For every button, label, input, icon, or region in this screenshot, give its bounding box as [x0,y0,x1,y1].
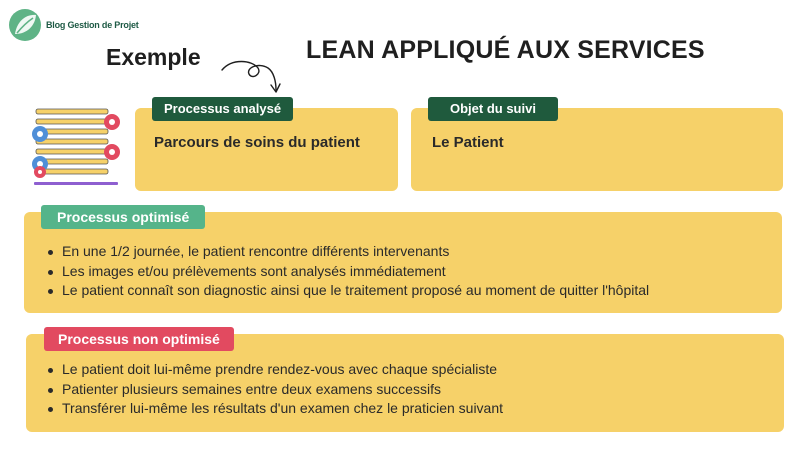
analysed-process-value: Parcours de soins du patient [154,134,360,151]
tracked-object-value: Le Patient [432,134,504,151]
list-item: En une 1/2 journée, le patient rencontre différents intervenants [44,242,649,262]
list-item: Patienter plusieurs semaines entre deux examens successifs [44,380,503,400]
process-gears-icon [28,106,126,190]
blog-logo [8,8,139,42]
analysed-process-label: Processus analysé [152,97,293,121]
list-item: Les images et/ou prélèvements sont analysés immédiatement [44,262,649,282]
leaf-logo-icon [8,8,42,42]
tracked-object-label: Objet du suivi [428,97,558,121]
logo-text: Blog Gestion de Projet [46,20,139,30]
page-title: LEAN APPLIQUÉ AUX SERVICES [306,36,705,64]
non-optimised-process-label: Processus non optimisé [44,327,234,351]
list-item: Le patient connaît son diagnostic ainsi que le traitement proposé au moment de quitter l'hôpital [44,281,649,301]
list-item: Transférer lui-même les résultats d'un examen chez le praticien suivant [44,399,503,419]
list-item: Le patient doit lui-même prendre rendez-vous avec chaque spécialiste [44,360,503,380]
curved-arrow-icon [218,54,288,98]
optimised-process-list [44,242,649,301]
non-optimised-process-list [44,360,503,419]
example-label: Exemple [106,44,201,70]
optimised-process-label: Processus optimisé [41,205,205,229]
